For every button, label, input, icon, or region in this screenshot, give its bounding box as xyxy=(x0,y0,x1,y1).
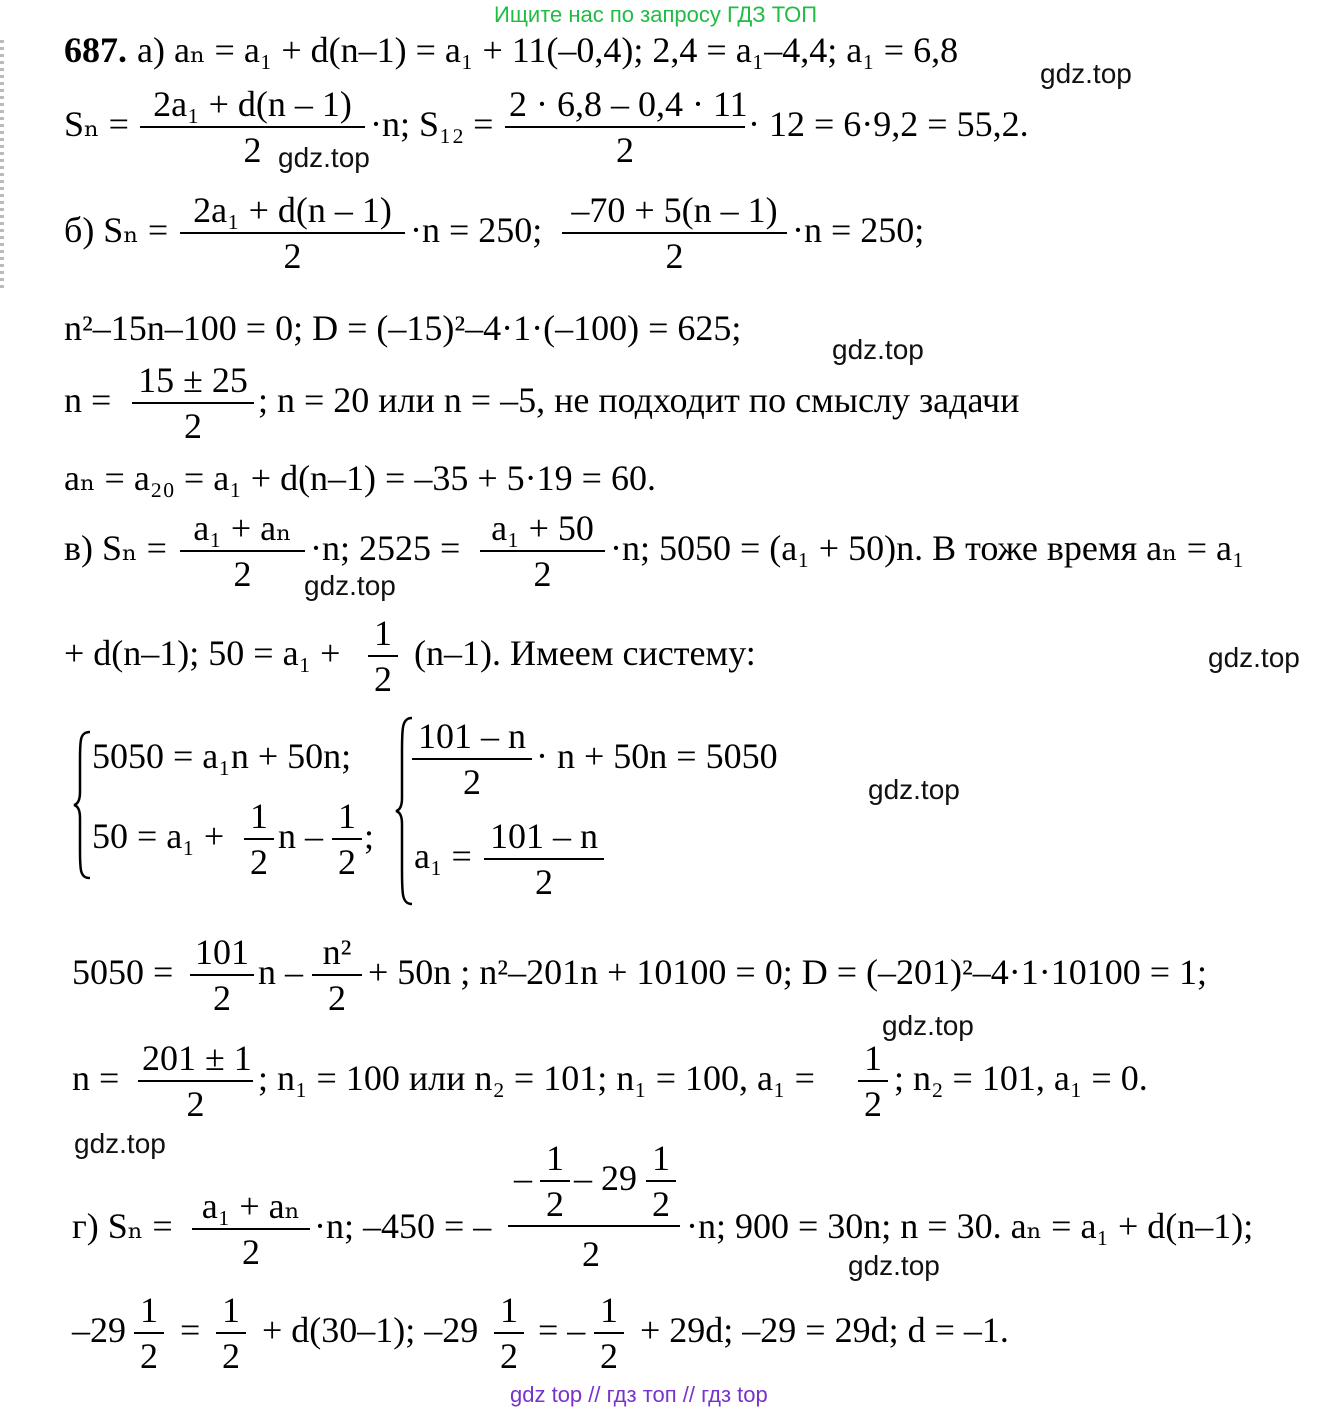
numerator: 1 xyxy=(222,1290,240,1330)
watermark: gdz.top xyxy=(74,1128,166,1159)
part-v-label: в) Sₙ = xyxy=(64,528,167,568)
numerator: 2 · 6,8 – 0,4 · 11 xyxy=(509,84,748,124)
system-1-row-2-head: 50 = a₁ + xyxy=(92,816,225,856)
quadratic-tail: + 50n ; n²–201n + 10100 = 0; D = (–201)²–4·1·10100 = 1; xyxy=(368,952,1208,992)
part-a-sn-label: Sₙ = xyxy=(64,104,129,144)
search-banner: Ищите нас по запросу ГДЗ ТОП xyxy=(494,2,818,27)
numerator: 1 xyxy=(652,1138,670,1178)
part-g-line2-e: + 29d; –29 = 29d; d = –1. xyxy=(640,1310,1009,1350)
denominator: 2 xyxy=(864,1084,882,1124)
numerator: 1 xyxy=(250,796,268,836)
roots-tail: ; n₂ = 101, a₁ = 0. xyxy=(894,1058,1148,1098)
part-v-tail: ·n; 5050 = (a₁ + 50)n. В тоже время aₙ = a₁ xyxy=(610,528,1245,568)
denominator: 2 xyxy=(328,978,346,1018)
numerator: 1 xyxy=(546,1138,564,1178)
part-v-fraction-3 xyxy=(368,615,398,697)
numerator: 1 xyxy=(140,1290,158,1330)
numerator: 2a₁ + d(n – 1) xyxy=(153,84,352,124)
part-v-fraction-2 xyxy=(480,510,605,592)
part-g-label: г) Sₙ = xyxy=(72,1206,173,1246)
numerator: 1 xyxy=(374,613,392,653)
part-g-line2-fraction-1 xyxy=(134,1292,164,1374)
system-1-row-2-tail: ; xyxy=(364,816,375,856)
part-b-line4: aₙ = a₂₀ = a₁ + d(n–1) = –35 + 5·19 = 60. xyxy=(64,458,656,498)
watermark: gdz.top xyxy=(868,774,960,805)
part-v-fraction-1 xyxy=(180,510,305,592)
denominator: 2 xyxy=(600,1336,618,1376)
denominator: 2 xyxy=(535,862,553,902)
numerator: 201 ± 1 xyxy=(142,1038,252,1078)
denominator: 2 xyxy=(652,1184,670,1224)
numerator: 2a₁ + d(n – 1) xyxy=(193,190,392,230)
roots-head: n = xyxy=(72,1058,120,1098)
denominator: 2 xyxy=(533,554,552,594)
denominator: 2 xyxy=(665,236,684,276)
part-g-line2-a: –29 xyxy=(72,1310,126,1350)
part-b-fraction-1 xyxy=(180,192,405,274)
denominator: 2 xyxy=(140,1336,158,1376)
roots-mid: ; n₁ = 100 или n₂ = 101; n₁ = 100, a₁ = xyxy=(258,1058,815,1098)
watermark: gdz.top xyxy=(832,334,924,365)
part-g-line2-d: = – xyxy=(538,1310,586,1350)
system-1-fraction-2 xyxy=(332,798,362,880)
part-g-line2-fraction-3 xyxy=(494,1292,524,1374)
numerator: n² xyxy=(322,932,352,972)
watermark: gdz.top xyxy=(278,142,370,173)
watermark: gdz.top xyxy=(882,1010,974,1041)
part-b-fraction-3 xyxy=(132,362,254,444)
numerator: 1 xyxy=(864,1038,882,1078)
system-2-fraction-1 xyxy=(412,718,532,800)
part-b-mid: ·n = 250; xyxy=(410,210,543,250)
watermark: gdz.top xyxy=(1040,58,1132,89)
scan-edge-artifact xyxy=(0,40,4,290)
system-2-fraction-2 xyxy=(484,818,604,900)
footer-watermark: gdz top // гдз топ // гдз top xyxy=(510,1382,768,1407)
part-g-line2-c: + d(30–1); –29 xyxy=(262,1310,479,1350)
numerator: 101 xyxy=(195,932,249,972)
watermark: gdz.top xyxy=(848,1250,940,1281)
part-g-big-num-fraction-2 xyxy=(646,1140,676,1222)
denominator: 2 xyxy=(283,236,302,276)
denominator: 2 xyxy=(374,659,392,699)
system-2-row-2-head: a₁ = xyxy=(414,836,472,876)
part-g-big-num-mid: – 29 xyxy=(574,1158,637,1198)
numerator: –70 + 5(n – 1) xyxy=(571,190,778,230)
watermark: gdz.top xyxy=(304,570,396,601)
numerator: 15 ± 25 xyxy=(138,360,248,400)
denominator: 2 xyxy=(546,1184,564,1224)
quadratic-mid: n – xyxy=(258,952,303,992)
denominator: 2 xyxy=(338,842,356,882)
denominator: 2 xyxy=(242,1232,260,1272)
denominator: 2 xyxy=(213,978,231,1018)
part-v-line2-tail: (n–1). Имеем систему: xyxy=(414,633,756,673)
part-g-big-den: 2 xyxy=(582,1234,600,1274)
part-g-big-num-head: – xyxy=(514,1158,532,1198)
system-2-row-1-tail: · n + 50n = 5050 xyxy=(536,736,778,776)
denominator: 2 xyxy=(616,130,634,170)
part-a-line1: а) aₙ = a₁ + d(n–1) = a₁ + 11(–0,4); 2,4 = a₁–4,4; a₁ = 6,8 xyxy=(137,30,959,70)
part-v-mid: ·n; 2525 = xyxy=(310,528,461,568)
watermark: gdz.top xyxy=(1208,642,1300,673)
system-1-row-1: 5050 = a₁n + 50n; xyxy=(92,736,352,776)
part-g-line2-fraction-2 xyxy=(216,1292,246,1374)
part-b-fraction-2 xyxy=(562,192,787,274)
part-g-mid: ·n; –450 = – xyxy=(314,1206,492,1246)
numerator: a₁ + aₙ xyxy=(201,1186,301,1226)
part-a-tail: · 12 = 6·9,2 = 55,2. xyxy=(748,104,1029,144)
denominator: 2 xyxy=(463,762,481,802)
numerator: 101 – n xyxy=(418,716,526,756)
system-1-row-2-mid: n – xyxy=(278,816,323,856)
system-1-brace xyxy=(72,730,94,880)
numerator: 1 xyxy=(338,796,356,836)
denominator: 2 xyxy=(186,1084,205,1124)
roots-fraction-2 xyxy=(858,1040,888,1122)
denominator: 2 xyxy=(243,130,262,170)
numerator: a₁ + 50 xyxy=(491,508,594,548)
part-b-n-label: n = xyxy=(64,380,112,420)
quadratic-head: 5050 = xyxy=(72,952,174,992)
system-1-fraction-1 xyxy=(244,798,274,880)
numerator: 1 xyxy=(500,1290,518,1330)
part-g-main-fraction-bar xyxy=(508,1225,680,1227)
part-b-label: б) Sₙ = xyxy=(64,210,169,250)
denominator: 2 xyxy=(233,554,252,594)
roots-fraction xyxy=(138,1040,253,1122)
numerator: 101 – n xyxy=(490,816,598,856)
part-b-line2: n²–15n–100 = 0; D = (–15)²–4·1·(–100) = 625; xyxy=(64,308,742,348)
part-g-line2-fraction-4 xyxy=(594,1292,624,1374)
part-v-line2-head: + d(n–1); 50 = a₁ + xyxy=(64,633,341,673)
part-b-line3-tail: ; n = 20 или n = –5, не подходит по смыслу задачи xyxy=(258,380,1020,420)
quadratic-fraction-1 xyxy=(190,934,254,1016)
denominator: 2 xyxy=(184,406,202,446)
part-g-fraction-1 xyxy=(192,1188,310,1270)
part-b-tail: ·n = 250; xyxy=(792,210,925,250)
denominator: 2 xyxy=(250,842,268,882)
part-a-fraction-2 xyxy=(505,84,748,170)
problem-number: 687. xyxy=(64,30,127,70)
part-g-line2-b: = xyxy=(180,1310,201,1350)
denominator: 2 xyxy=(500,1336,518,1376)
part-a-mid: ·n; S₁₂ = xyxy=(370,104,494,144)
quadratic-fraction-2 xyxy=(312,934,362,1016)
part-g-big-num-fraction-1 xyxy=(540,1140,570,1222)
denominator: 2 xyxy=(222,1336,240,1376)
numerator: 1 xyxy=(600,1290,618,1330)
numerator: a₁ + aₙ xyxy=(193,508,292,548)
part-g-tail: ·n; 900 = 30n; n = 30. aₙ = a₁ + d(n–1); xyxy=(686,1206,1254,1246)
